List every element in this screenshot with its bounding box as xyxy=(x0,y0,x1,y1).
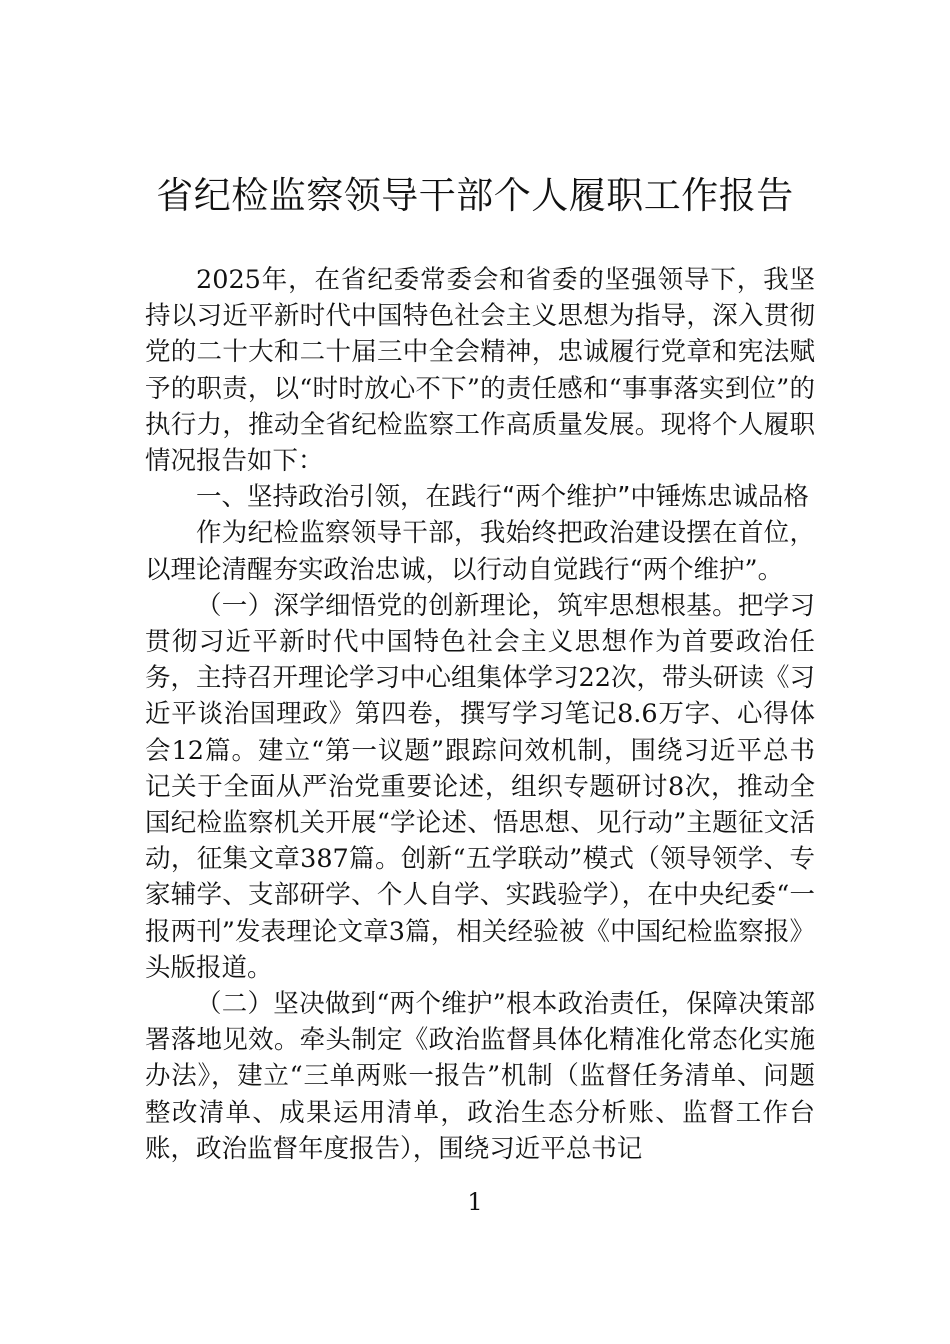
section-heading-1: 一、坚持政治引领，在践行“两个维护”中锤炼忠诚品格 xyxy=(196,482,809,513)
subsection-1-paragraph: （一）深学细悟党的创新理论，筑牢思想根基。把学习贯彻习近平新时代中国特色社会主义思想作为首要政治任务，主持召开理论学习中心组集体学习22次，带头研读《习近平谈治国理政》第四卷，撰写学习笔记8.6万字、心得体会12篇。建立“第一议题”跟踪问效机制，围绕习近平总书记关于全面从严治党重要论述，组织专题研讨8次，推动全国纪检监察机关开展“学论述、悟思想、见行动”主题征文活动，征集文章387篇。创新“五学联动”模式（领导领学、专家辅学、支部研学、个人自学、实践验学），在中央纪委“一报两刊”发表理论文章3篇，相关经验被《中国纪检监察报》头版报道。 xyxy=(145,590,815,983)
page-number: 1 xyxy=(467,1188,483,1216)
subsection-2-paragraph: （二）坚决做到“两个维护”根本政治责任，保障决策部署落地见效。牵头制定《政治监督具体化精准化常态化实施办法》，建立“三单两账一报告”机制（监督任务清单、问题整改清单、成果运用清单，政治生态分析账、监督工作台账，政治监督年度报告），围绕习近平总书记 xyxy=(145,989,815,1164)
document-body xyxy=(145,262,815,1167)
section-1-paragraph: 作为纪检监察领导干部，我始终把政治建设摆在首位，以理论清醒夯实政治忠诚，以行动自觉践行“两个维护”。 xyxy=(145,518,815,585)
intro-paragraph: 2025年，在省纪委常委会和省委的坚强领导下，我坚持以习近平新时代中国特色社会主义思想为指导，深入贯彻党的二十大和二十届三中全会精神，忠诚履行党章和宪法赋予的职责，以“时时放心不下”的责任感和“事事落实到位”的执行力，推动全省纪检监察工作高质量发展。现将个人履职情况报告如下： xyxy=(145,265,815,477)
document-title: 省纪检监察领导干部个人履职工作报告 xyxy=(156,174,794,217)
